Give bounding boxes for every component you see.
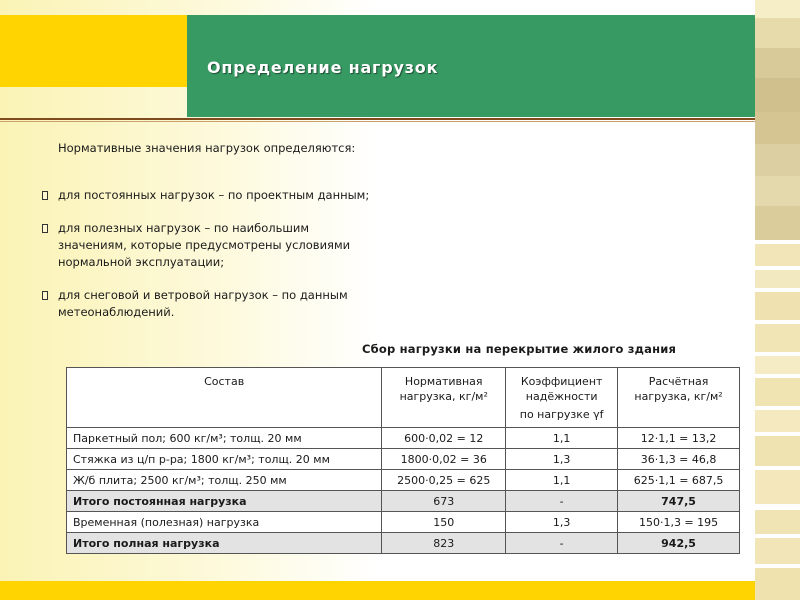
cell-name: Ж/б плита; 2500 кг/м³; толщ. 250 мм [67,470,382,491]
cell-norm: 600·0,02 = 12 [382,428,506,449]
stripe [755,378,800,406]
bullet-icon [42,191,48,200]
cell-coef: - [506,491,618,512]
cell-name: Паркетный пол; 600 кг/м³; толщ. 20 мм [67,428,382,449]
stripe [755,18,800,48]
stripe [755,356,800,374]
stripe [755,292,800,320]
cell-norm: 673 [382,491,506,512]
bullet-icon [42,291,48,300]
table-row-total [67,491,740,512]
cell-norm: 1800·0,02 = 36 [382,449,506,470]
stripe [755,78,800,112]
bullet-text: для полезных нагрузок – по наибольшим значениям, которые предусмотрены условиями нормальной эксплуатации; [58,221,351,269]
stripe [755,510,800,534]
stripe [755,144,800,176]
stripe [755,0,800,18]
stripe [755,538,800,564]
table-caption: Сбор нагрузки на перекрытие жилого здания [362,342,677,356]
cell-name: Итого постоянная нагрузка [67,491,382,512]
bullet-list [40,187,370,337]
stripe [755,112,800,144]
cell-calc: 36·1,3 = 46,8 [618,449,740,470]
cell-name: Итого полная нагрузка [67,533,382,554]
intro-text: Нормативные значения нагрузок определяются: [58,141,356,155]
cell-calc: 12·1,1 = 13,2 [618,428,740,449]
header-design-load: Расчётная нагрузка, кг/м² [618,368,740,428]
list-item [40,220,370,271]
cell-norm: 823 [382,533,506,554]
header-divider [0,118,755,120]
cell-norm: 2500·0,25 = 625 [382,470,506,491]
decorative-stripes [755,0,800,600]
cell-name: Временная (полезная) нагрузка [67,512,382,533]
footer-yellow-bar [0,581,755,600]
cell-calc: 747,5 [618,491,740,512]
bullet-icon [42,224,48,233]
header-yellow-block [0,15,187,87]
stripe [755,176,800,206]
cell-coef: - [506,533,618,554]
header-coef-line2: по нагрузке γf [519,408,604,421]
header-coef-line1: Коэффициент надёжности [520,375,603,403]
stripe [755,48,800,78]
stripe [755,324,800,352]
table-row-total [67,533,740,554]
bullet-text: для снеговой и ветровой нагрузок – по данным метеонаблюдений. [58,288,348,319]
table-row [67,512,740,533]
header-normative-load: Нормативная нагрузка, кг/м² [382,368,506,428]
slide-title: Определение нагрузок [207,58,439,77]
cell-calc: 625·1,1 = 687,5 [618,470,740,491]
table-header-row [67,368,740,428]
header-reliability-coefficient [506,368,618,428]
table-row [67,428,740,449]
cell-calc: 942,5 [618,533,740,554]
table-row [67,470,740,491]
stripe [755,568,800,600]
table-row [67,449,740,470]
cell-coef: 1,1 [506,428,618,449]
cell-coef: 1,1 [506,470,618,491]
cell-norm: 150 [382,512,506,533]
header-divider-light [0,121,755,122]
stripe [755,470,800,504]
loads-table [66,367,740,554]
stripe [755,270,800,288]
list-item [40,287,370,321]
cell-coef: 1,3 [506,449,618,470]
list-item [40,187,370,204]
cell-calc: 150·1,3 = 195 [618,512,740,533]
cell-coef: 1,3 [506,512,618,533]
cell-name: Стяжка из ц/п р-ра; 1800 кг/м³; толщ. 20 мм [67,449,382,470]
stripe [755,206,800,240]
stripe [755,410,800,432]
stripe [755,436,800,466]
bullet-text: для постоянных нагрузок – по проектным данным; [58,188,370,202]
stripe [755,244,800,266]
header-composition: Состав [67,368,382,428]
